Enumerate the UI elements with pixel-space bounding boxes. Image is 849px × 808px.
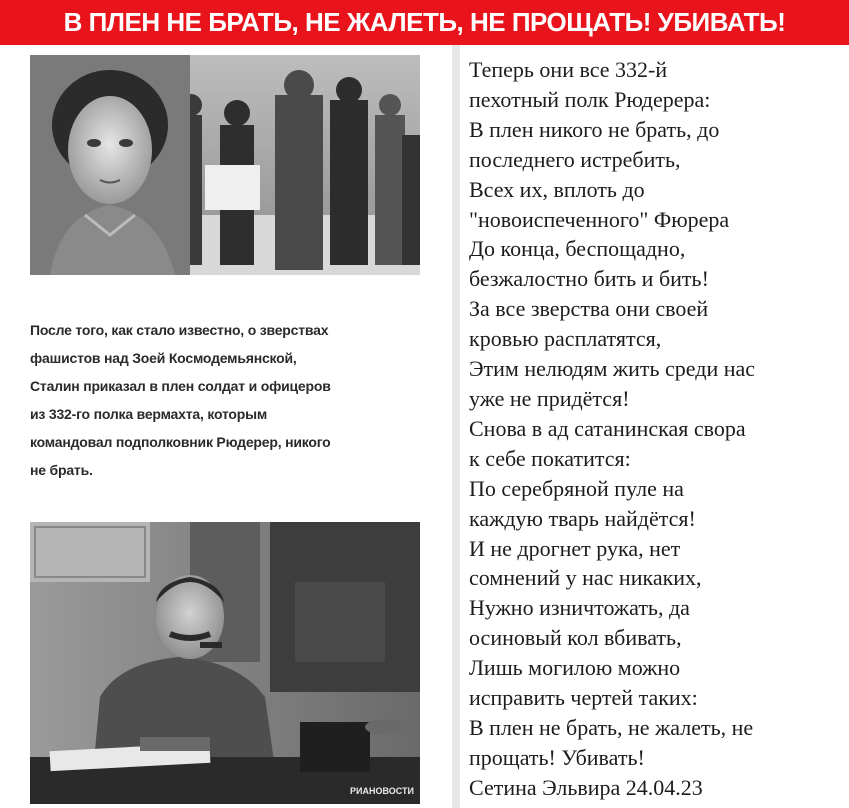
banner-title: В ПЛЕН НЕ БРАТЬ, НЕ ЖАЛЕТЬ, НЕ ПРОЩАТЬ! УБИВАТЬ! [0,0,849,45]
poem-line: уже не придётся! [469,385,630,411]
poem-line: Этим нелюдям жить среди нас [469,356,756,382]
poem-line: безжалостно бить и бить! [469,266,709,292]
poem-line: Теперь они все 332-й [469,57,668,82]
poem-line: "новоиспеченного" Фюрера [469,206,730,232]
caption-line: не брать. [30,462,93,478]
caption-line: из 332-го полка вермахта, которым [30,406,268,422]
column-divider [452,45,460,808]
watermark-text: РИАНОВОСТИ [350,786,414,796]
poem-line: В плен не брать, не жалеть, не [469,714,754,740]
caption-line: командовал подполковник Рюдерер, никого [30,434,331,450]
poem-line: По серебряной пуле на [469,475,684,501]
poem-author-date: Сетина Эльвира 24.04.23 [469,774,703,800]
poem-line: осиновый кол вбивать, [469,625,682,651]
right-column [460,45,849,808]
poem-line: До конца, беспощадно, [469,236,686,262]
poem-line: каждую тварь найдётся! [469,505,696,531]
photo-zoya-kosmodemyanskaya [30,55,420,275]
photo-illustration [30,55,420,275]
poem-text [469,55,849,803]
poem-line: Лишь могилою можно [469,655,681,681]
poem-line: последнего истребить, [469,146,681,172]
poem-line: Снова в ад сатанинская свора [469,415,746,441]
poem-line: к себе покатится: [469,445,631,471]
poem-line: исправить чертей таких: [469,685,698,711]
caption-line: фашистов над Зоей Космодемьянской, [30,350,297,366]
photo-illustration [30,522,420,804]
poem-line: сомнений у нас никаких, [469,565,702,591]
caption-line: Сталин приказал в плен солдат и офицеров [30,378,331,394]
poem-line: Нужно изничтожать, да [469,595,690,621]
poem-line: Всех их, вплоть до [469,176,645,202]
caption-text [30,316,422,484]
left-column [0,45,452,808]
poem-line: пехотный полк Рюдерера: [469,86,711,112]
poem-line: кровью расплатятся, [469,326,662,352]
poem-line: И не дрогнет рука, нет [469,535,681,561]
photo-stalin-at-desk [30,522,420,804]
poem-line: За все зверства они своей [469,296,709,322]
poem-line: прощать! Убивать! [469,744,645,770]
poem-line: В плен никого не брать, до [469,116,720,142]
caption-line: После того, как стало известно, о зверствах [30,322,329,338]
